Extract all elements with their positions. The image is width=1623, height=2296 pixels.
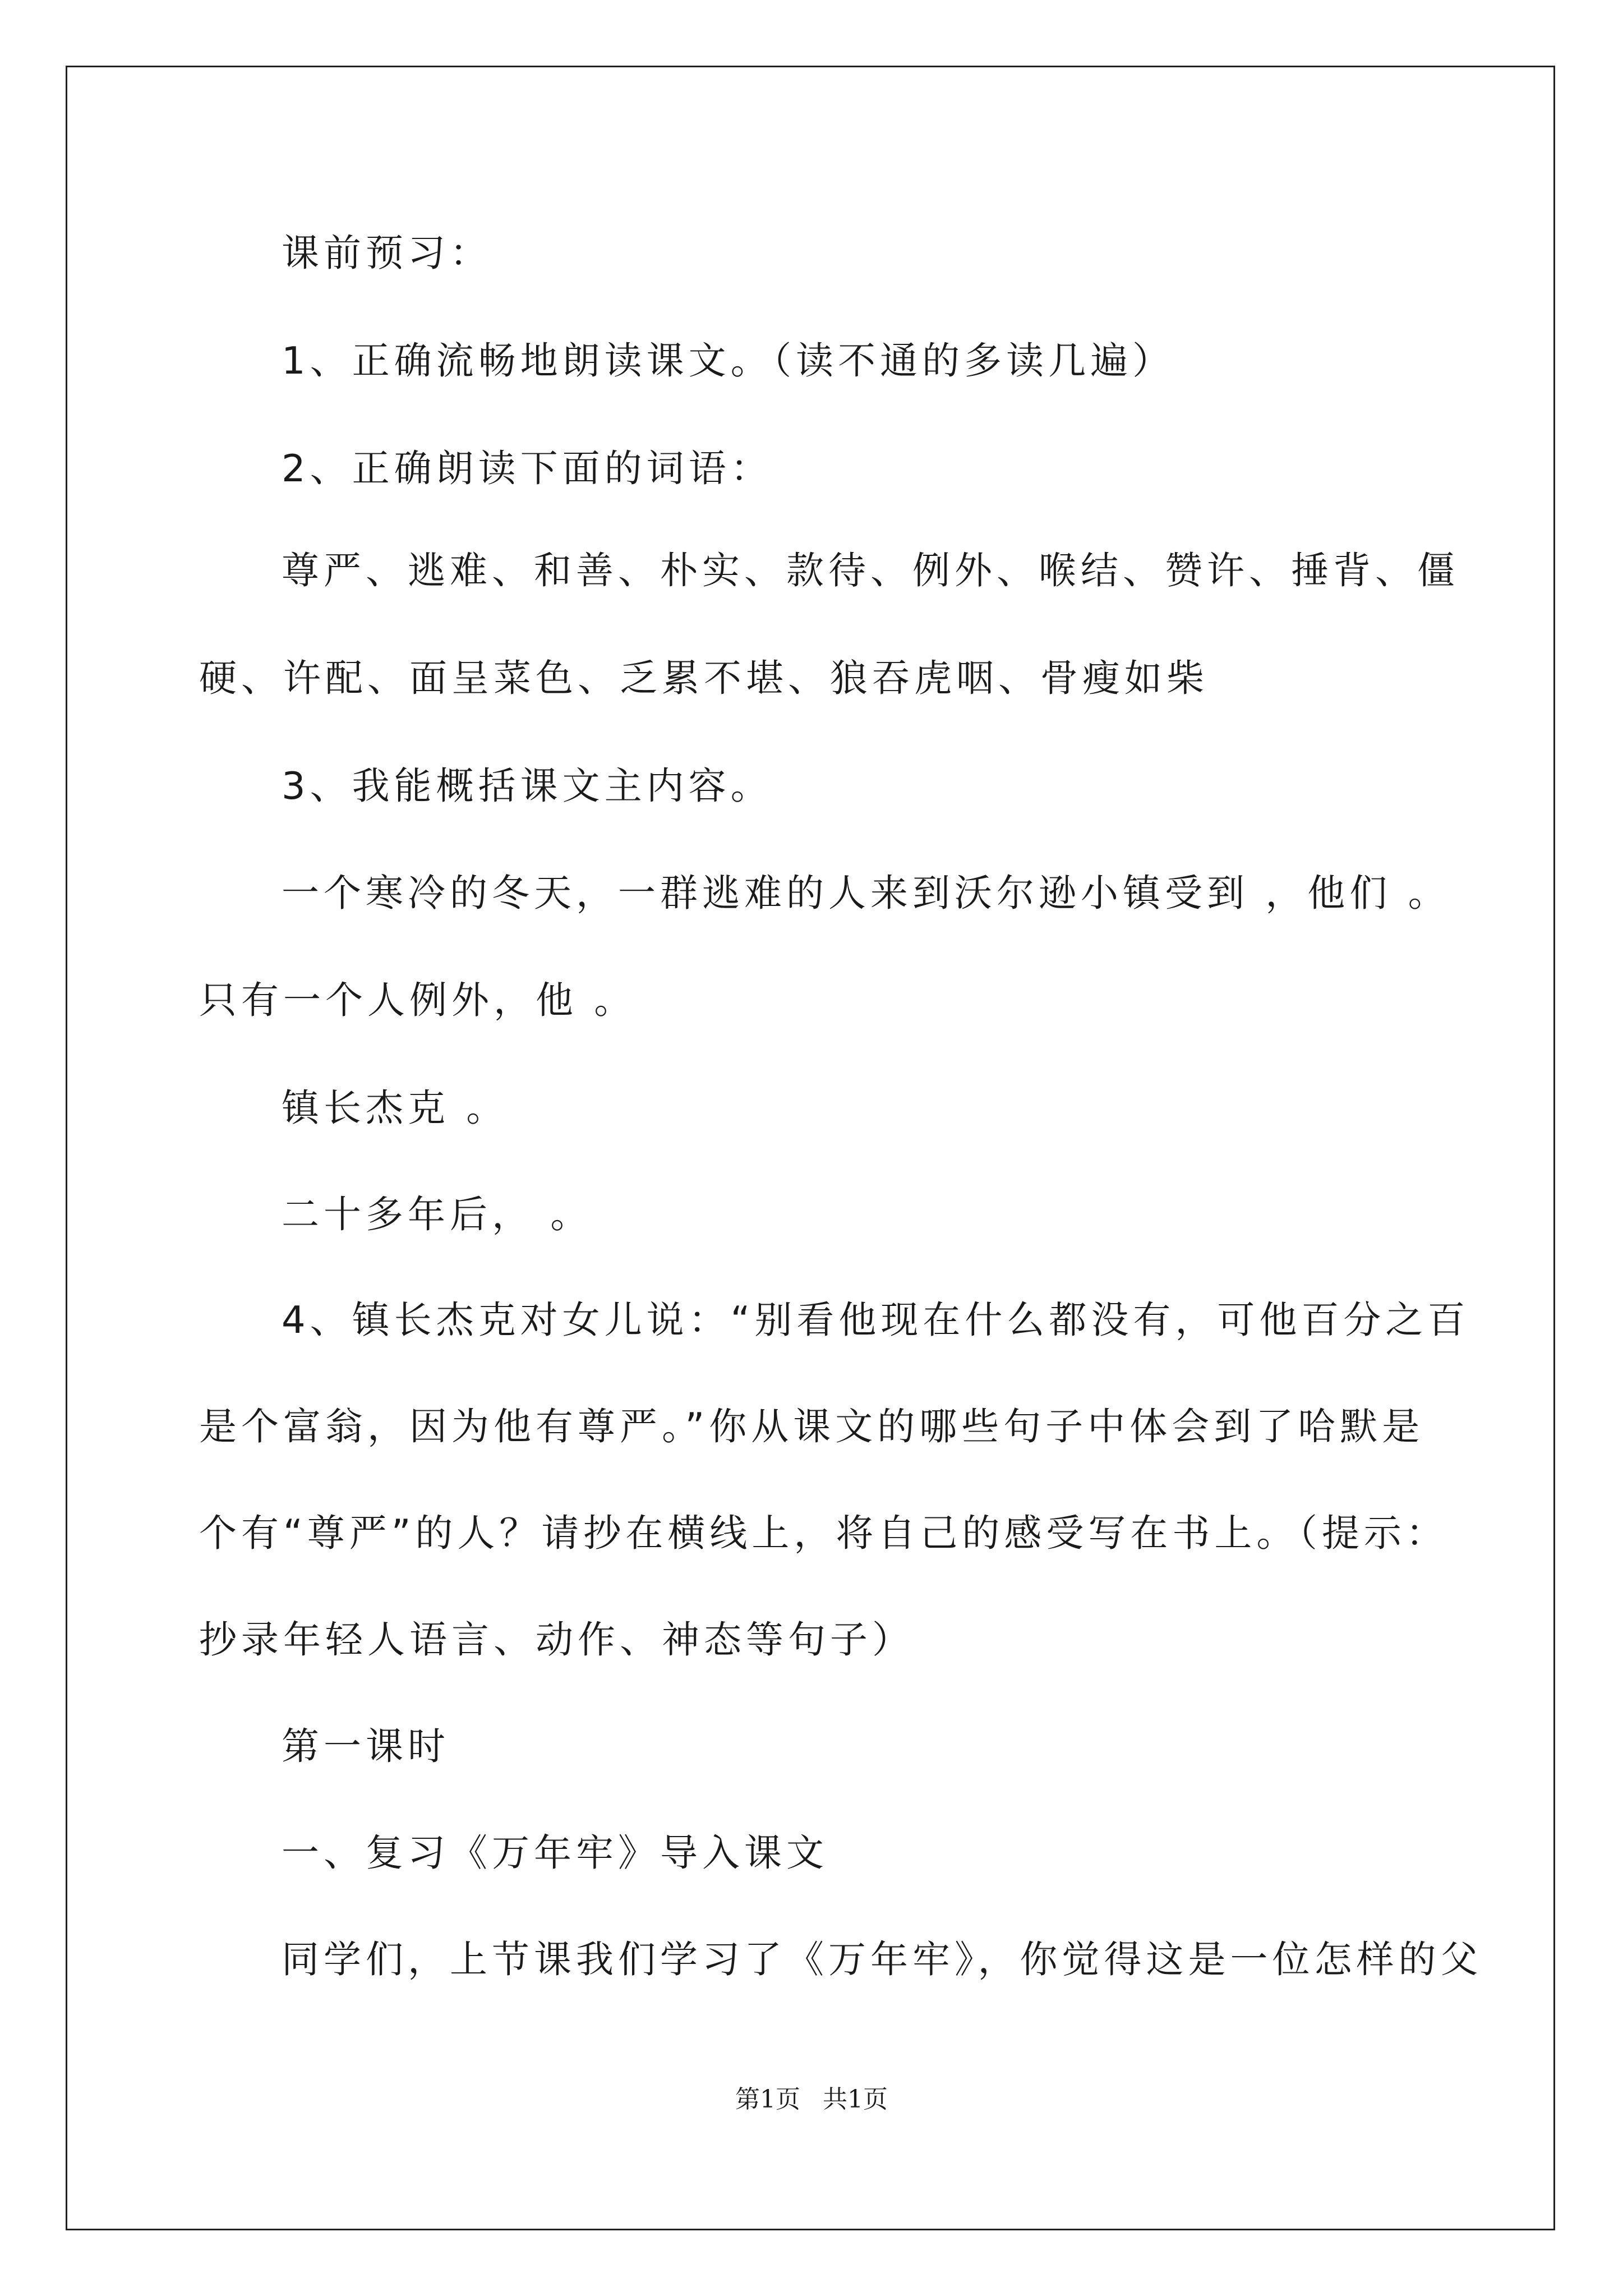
vocabulary-line-2: 硬、许配、面呈菜色、乏累不堪、狼吞虎咽、骨瘦如柴	[199, 656, 1209, 700]
page-border	[66, 66, 1555, 2230]
summary-later-line: 二十多年后， 。	[282, 1193, 593, 1236]
question-4-line-2: 是个富翁，因为他有尊严。”你从课文的哪些句子中体会到了哈默是	[199, 1405, 1424, 1448]
paragraph-item-3: 3、我能概括课文主内容。	[282, 764, 773, 808]
review-intro-line: 同学们，上节课我们学习了《万年牢》，你觉得这是一位怎样的父	[282, 1938, 1483, 1981]
page-number: 第1页	[735, 2085, 800, 2114]
page-footer	[0, 2084, 1623, 2115]
summary-mayor-line: 镇长杰克 。	[282, 1086, 509, 1130]
page-total: 共1页	[823, 2085, 888, 2114]
paragraph-preview-heading: 课前预习：	[282, 231, 492, 275]
summary-line-2: 只有一个人例外，他 。	[199, 978, 637, 1022]
vocabulary-line-1: 尊严、逃难、和善、朴实、款待、例外、喉结、赞许、捶背、僵	[282, 549, 1459, 592]
paragraph-item-2: 2、正确朗读下面的词语：	[282, 447, 773, 490]
question-4-line-1: 4、镇长杰克对女儿说：“别看他现在什么都没有，可他百分之百	[282, 1298, 1470, 1342]
question-4-line-3: 个有“尊严”的人？请抄在横线上，将自己的感受写在书上。（提示：	[199, 1511, 1448, 1555]
summary-line-1: 一个寒冷的冬天，一群逃难的人来到沃尔逊小镇受到 ，他们 。	[282, 871, 1450, 915]
paragraph-item-1: 1、正确流畅地朗读课文。（读不通的多读几遍）	[282, 339, 1175, 383]
question-4-line-4: 抄录年轻人语言、动作、神态等句子）	[199, 1618, 914, 1662]
lesson-heading: 第一课时	[282, 1724, 450, 1768]
section-heading-review: 一、复习《万年牢》导入课文	[282, 1831, 828, 1875]
